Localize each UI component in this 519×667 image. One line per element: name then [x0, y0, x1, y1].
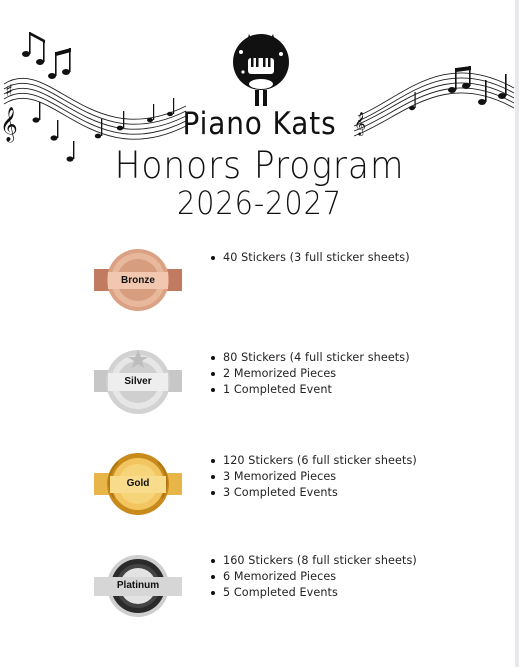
- tier-label: Gold: [126, 478, 150, 489]
- list-item: 120 Stickers (6 full sticker sheets): [208, 453, 417, 469]
- page-edge: [515, 0, 519, 667]
- list-item: 80 Stickers (4 full sticker sheets): [208, 350, 410, 366]
- requirements-list: [208, 553, 417, 602]
- list-item: 3 Memorized Pieces: [208, 469, 417, 485]
- svg-text:𝄞: 𝄞: [0, 107, 18, 142]
- tier-label: Platinum: [116, 580, 160, 591]
- list-item: 1 Completed Event: [208, 382, 410, 398]
- program-years: 2026-2027: [176, 184, 343, 222]
- svg-text:𝄞: 𝄞: [354, 111, 366, 135]
- list-item: 6 Memorized Pieces: [208, 569, 417, 585]
- cat-piano-logo-icon: [231, 28, 291, 108]
- tier-label: Bronze: [121, 275, 155, 286]
- requirements-list: [208, 250, 410, 266]
- brand-name: Piano Kats: [182, 106, 337, 142]
- list-item: 160 Stickers (8 full sticker sheets): [208, 553, 417, 569]
- tier-label: Silver: [124, 376, 152, 387]
- list-item: 3 Completed Events: [208, 485, 417, 501]
- requirements-list: [208, 453, 417, 502]
- svg-text:♯: ♯: [5, 81, 13, 100]
- list-item: 2 Memorized Pieces: [208, 366, 410, 382]
- page-title: Honors Program: [114, 144, 405, 187]
- list-item: 5 Completed Events: [208, 585, 417, 601]
- requirements-list: [208, 350, 410, 399]
- list-item: 40 Stickers (3 full sticker sheets): [208, 250, 410, 266]
